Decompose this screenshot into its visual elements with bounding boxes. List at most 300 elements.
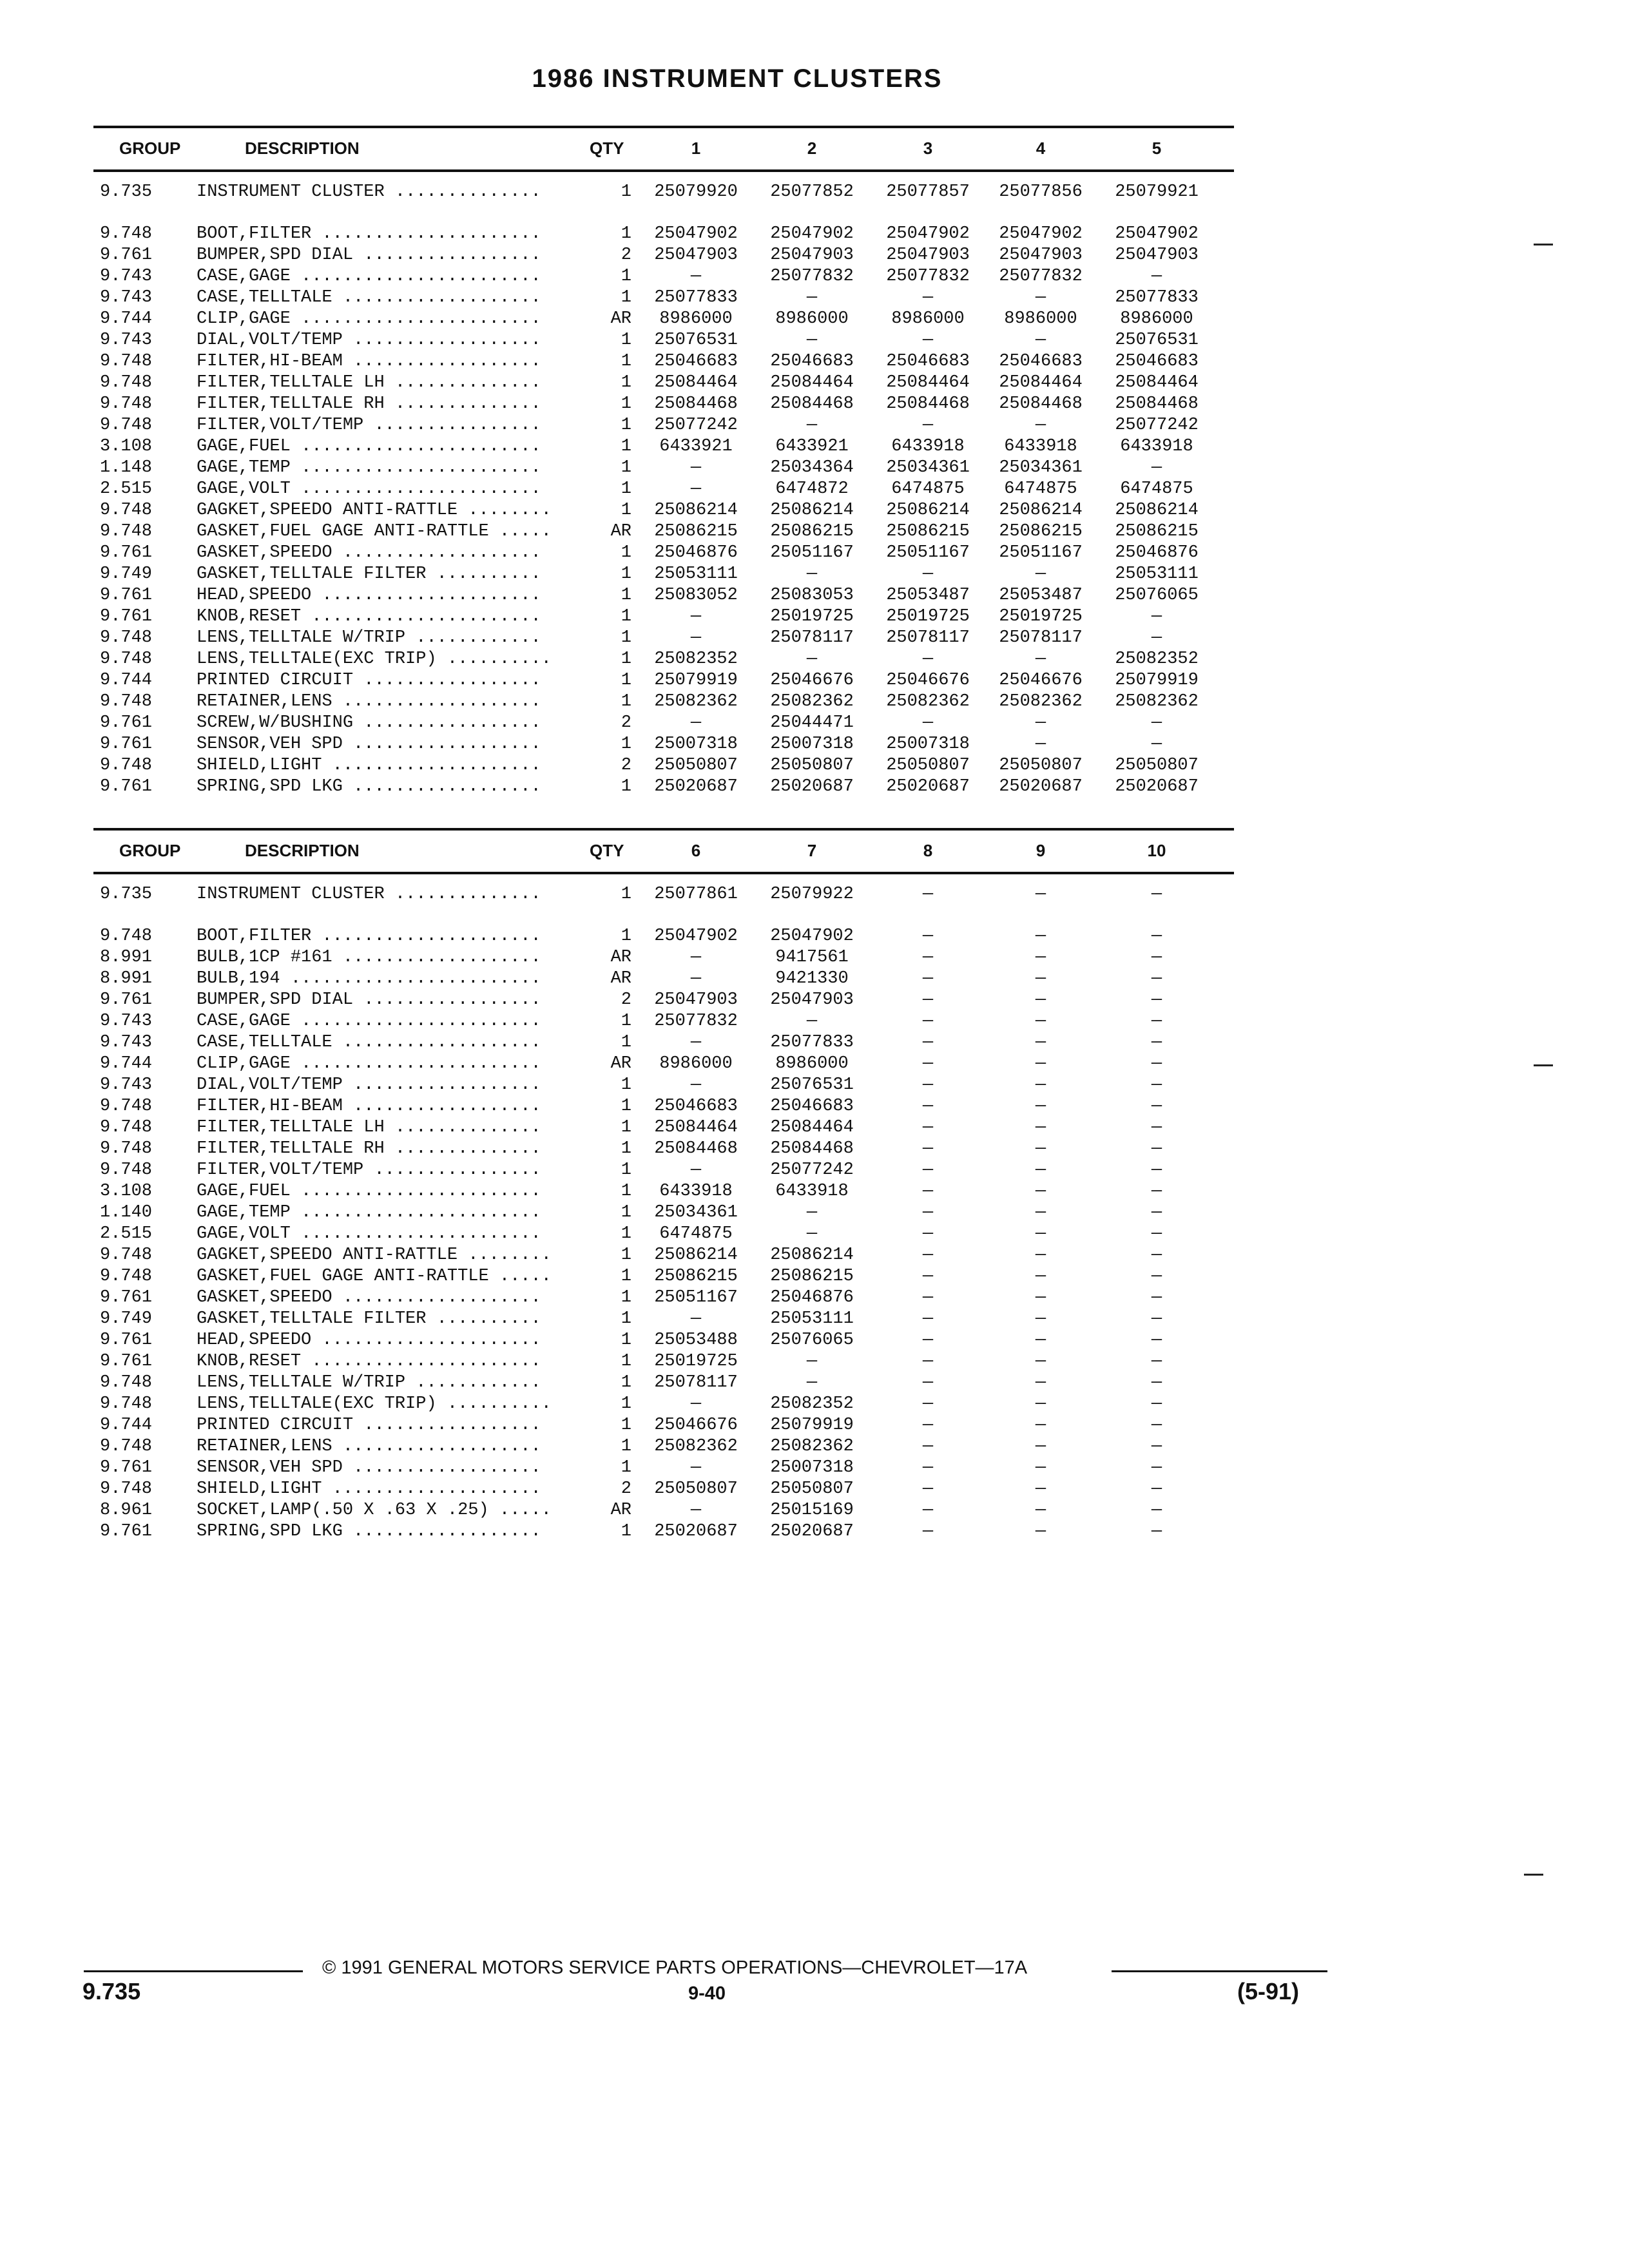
- part-number-col-8: —: [922, 1182, 934, 1201]
- part-number-col-5: —: [1151, 607, 1162, 626]
- part-number-col-9: —: [1035, 1203, 1046, 1222]
- group-code: 2.515: [100, 1224, 153, 1244]
- table-row: [93, 969, 1234, 990]
- group-code: 9.748: [100, 1267, 153, 1286]
- table-row: [93, 649, 1234, 671]
- part-number-col-3: 25078117: [886, 628, 970, 648]
- part-number-col-6: 8986000: [659, 1054, 733, 1073]
- part-number-col-10: —: [1151, 1203, 1162, 1222]
- part-number-col-4: 25086214: [999, 501, 1083, 520]
- part-number-col-1: 25079919: [654, 671, 738, 690]
- part-number-col-7: 25077242: [770, 1160, 854, 1180]
- part-number-col-2: 25050807: [770, 756, 854, 775]
- table-row: [93, 948, 1234, 969]
- part-number-col-3: 25086215: [886, 522, 970, 541]
- part-number-col-3: 25086214: [886, 501, 970, 520]
- part-number-col-9: —: [1035, 1437, 1046, 1456]
- part-number-col-2: —: [806, 416, 818, 435]
- table-row: [93, 437, 1234, 458]
- part-number-col-10: —: [1151, 1437, 1162, 1456]
- part-number-col-4: —: [1035, 649, 1046, 669]
- table-row: [93, 756, 1234, 777]
- group-code: 9.744: [100, 1416, 153, 1435]
- part-number-col-2: 25020687: [770, 777, 854, 796]
- part-description: FILTER,TELLTALE LH ..............: [197, 1118, 541, 1137]
- group-code: 9.748: [100, 1394, 153, 1414]
- part-number-col-10: —: [1151, 1479, 1162, 1499]
- part-number-col-3: —: [922, 288, 934, 307]
- part-qty: 1: [621, 1352, 631, 1371]
- part-number-col-1: 6433921: [659, 437, 733, 456]
- part-number-col-7: 25079919: [770, 1416, 854, 1435]
- table-row: [93, 522, 1234, 543]
- table-row: [93, 1139, 1234, 1160]
- part-description: RETAINER,LENS ...................: [197, 692, 541, 711]
- part-number-col-8: —: [922, 1458, 934, 1477]
- table-row: [93, 416, 1234, 437]
- group-code: 9.749: [100, 1309, 153, 1329]
- group-code: 9.743: [100, 267, 153, 286]
- part-number-col-9: —: [1035, 1416, 1046, 1435]
- part-number-col-9: —: [1035, 1352, 1046, 1371]
- part-number-col-5: 25084468: [1115, 394, 1199, 414]
- part-number-col-2: 25082362: [770, 692, 854, 711]
- part-description: SCREW,W/BUSHING .................: [197, 713, 541, 733]
- part-number-col-5: 25047902: [1115, 224, 1199, 244]
- part-number-col-6: 25077861: [654, 885, 738, 904]
- group-code: 9.748: [100, 352, 153, 371]
- header-description: DESCRIPTION: [245, 139, 360, 158]
- part-number-col-1: —: [690, 607, 702, 626]
- header-col-8: 8: [923, 841, 933, 860]
- part-number-col-6: 25078117: [654, 1373, 738, 1392]
- part-qty: 1: [621, 1033, 631, 1052]
- part-number-col-7: 25086215: [770, 1267, 854, 1286]
- group-code: 8.961: [100, 1501, 153, 1520]
- part-number-col-7: 25007318: [770, 1458, 854, 1477]
- part-description: BOOT,FILTER .....................: [197, 927, 541, 946]
- group-code: 3.108: [100, 437, 153, 456]
- part-number-col-6: 6433918: [659, 1182, 733, 1201]
- part-number-col-4: 25084464: [999, 373, 1083, 392]
- part-number-col-8: —: [922, 1075, 934, 1095]
- table-row: [93, 671, 1234, 692]
- table-row: [93, 885, 1234, 906]
- part-number-col-5: —: [1151, 735, 1162, 754]
- table-header-rule: [93, 169, 1234, 172]
- part-description: PRINTED CIRCUIT .................: [197, 1416, 541, 1435]
- part-number-col-6: —: [690, 969, 702, 988]
- table-row: [93, 1182, 1234, 1203]
- table-row: [93, 1075, 1234, 1097]
- part-number-col-8: —: [922, 1437, 934, 1456]
- part-number-col-1: 25047903: [654, 245, 738, 265]
- part-number-col-1: 25047902: [654, 224, 738, 244]
- part-number-col-1: 25082352: [654, 649, 738, 669]
- footer-copyright: © 1991 GENERAL MOTORS SERVICE PARTS OPERATIONS—CHEVROLET—17A: [322, 1957, 1028, 1978]
- part-number-col-9: —: [1035, 1309, 1046, 1329]
- part-number-col-1: 25084468: [654, 394, 738, 414]
- part-number-col-4: 25034361: [999, 458, 1083, 477]
- part-number-col-4: 25047903: [999, 245, 1083, 265]
- group-code: 9.748: [100, 692, 153, 711]
- part-number-col-7: 9417561: [775, 948, 849, 967]
- part-number-col-9: —: [1035, 1501, 1046, 1520]
- part-number-col-9: —: [1035, 948, 1046, 967]
- part-description: GAGE,TEMP .......................: [197, 1203, 541, 1222]
- part-number-col-10: —: [1151, 1097, 1162, 1116]
- part-number-col-8: —: [922, 1288, 934, 1307]
- group-code: 9.761: [100, 1352, 153, 1371]
- part-description: GAGE,VOLT .......................: [197, 479, 541, 499]
- group-code: 9.749: [100, 564, 153, 584]
- part-description: BUMPER,SPD DIAL .................: [197, 245, 541, 265]
- part-number-col-6: 25019725: [654, 1352, 738, 1371]
- part-number-col-7: 25084468: [770, 1139, 854, 1158]
- part-number-col-6: 25077832: [654, 1012, 738, 1031]
- group-code: 9.748: [100, 224, 153, 244]
- part-qty: 1: [621, 479, 631, 499]
- group-code: 9.761: [100, 990, 153, 1010]
- part-number-col-7: 25047902: [770, 927, 854, 946]
- part-description: FILTER,TELLTALE RH ..............: [197, 1139, 541, 1158]
- part-number-col-9: —: [1035, 990, 1046, 1010]
- part-description: GAGE,FUEL .......................: [197, 1182, 541, 1201]
- part-number-col-5: 25046876: [1115, 543, 1199, 562]
- part-qty: 1: [621, 692, 631, 711]
- part-number-col-3: 25084464: [886, 373, 970, 392]
- part-description: FILTER,VOLT/TEMP ................: [197, 1160, 541, 1180]
- part-description: KNOB,RESET ......................: [197, 1352, 541, 1371]
- part-number-col-4: 25046676: [999, 671, 1083, 690]
- part-number-col-1: 25084464: [654, 373, 738, 392]
- part-qty: 2: [621, 245, 631, 265]
- part-number-col-4: 25084468: [999, 394, 1083, 414]
- part-number-col-2: —: [806, 331, 818, 350]
- part-number-col-1: 25086214: [654, 501, 738, 520]
- part-qty: 1: [621, 586, 631, 605]
- part-number-col-1: 25086215: [654, 522, 738, 541]
- part-number-col-4: 25050807: [999, 756, 1083, 775]
- group-code: 9.761: [100, 543, 153, 562]
- group-code: 9.744: [100, 671, 153, 690]
- part-qty: 1: [621, 649, 631, 669]
- part-qty: 1: [621, 458, 631, 477]
- group-code: 9.761: [100, 1458, 153, 1477]
- part-description: GASKET,FUEL GAGE ANTI-RATTLE .....: [197, 1267, 552, 1286]
- group-code: 9.748: [100, 1437, 153, 1456]
- part-description: GASKET,SPEEDO ...................: [197, 1288, 541, 1307]
- group-code: 9.748: [100, 501, 153, 520]
- part-description: GAGKET,SPEEDO ANTI-RATTLE ........: [197, 1245, 552, 1265]
- table-row: [93, 182, 1234, 204]
- table-row: [93, 501, 1234, 522]
- part-description: HEAD,SPEEDO .....................: [197, 1331, 541, 1350]
- part-number-col-6: 25034361: [654, 1203, 738, 1222]
- footer-rule-right: [1112, 1970, 1327, 1972]
- footer-date: (5-91): [1237, 1978, 1300, 2004]
- part-number-col-1: 25020687: [654, 777, 738, 796]
- table-row: [93, 990, 1234, 1012]
- part-qty: 1: [621, 543, 631, 562]
- part-number-col-6: 25046683: [654, 1097, 738, 1116]
- part-number-col-9: —: [1035, 1458, 1046, 1477]
- part-qty: 1: [621, 352, 631, 371]
- part-number-col-5: 25082362: [1115, 692, 1199, 711]
- part-number-col-8: —: [922, 1352, 934, 1371]
- part-number-col-9: —: [1035, 1139, 1046, 1158]
- table-row: [93, 224, 1234, 245]
- part-number-col-7: —: [806, 1012, 818, 1031]
- page-title: 1986 INSTRUMENT CLUSTERS: [532, 64, 943, 93]
- table-row: [93, 1331, 1234, 1352]
- part-qty: 1: [621, 373, 631, 392]
- group-code: 9.748: [100, 1097, 153, 1116]
- part-qty: 2: [621, 756, 631, 775]
- part-number-col-9: —: [1035, 1245, 1046, 1265]
- part-description: SPRING,SPD LKG ..................: [197, 777, 541, 796]
- part-number-col-2: 25086214: [770, 501, 854, 520]
- part-description: GAGE,TEMP .......................: [197, 458, 541, 477]
- part-number-col-10: —: [1151, 1331, 1162, 1350]
- part-number-col-1: 8986000: [659, 309, 733, 329]
- part-description: INSTRUMENT CLUSTER ..............: [197, 885, 541, 904]
- part-number-col-8: —: [922, 1501, 934, 1520]
- part-number-col-8: —: [922, 1373, 934, 1392]
- part-qty: 1: [621, 735, 631, 754]
- part-qty: AR: [610, 1501, 631, 1520]
- part-number-col-2: 25007318: [770, 735, 854, 754]
- part-number-col-8: —: [922, 1097, 934, 1116]
- header-qty: QTY: [590, 841, 624, 860]
- table-header: [93, 139, 1234, 164]
- part-description: FILTER,HI-BEAM ..................: [197, 352, 541, 371]
- part-number-col-6: —: [690, 1075, 702, 1095]
- part-number-col-1: —: [690, 479, 702, 499]
- part-qty: 1: [621, 1245, 631, 1265]
- table-row: [93, 1309, 1234, 1331]
- part-number-col-7: 25046876: [770, 1288, 854, 1307]
- part-number-col-3: 25051167: [886, 543, 970, 562]
- part-number-col-9: —: [1035, 1182, 1046, 1201]
- part-number-col-7: 25046683: [770, 1097, 854, 1116]
- part-number-col-6: 25050807: [654, 1479, 738, 1499]
- part-description: CASE,TELLTALE ...................: [197, 288, 541, 307]
- part-number-col-10: —: [1151, 1160, 1162, 1180]
- part-number-col-7: 25076531: [770, 1075, 854, 1095]
- part-number-col-4: —: [1035, 331, 1046, 350]
- table-row: [93, 628, 1234, 649]
- part-number-col-1: 25007318: [654, 735, 738, 754]
- part-number-col-8: —: [922, 969, 934, 988]
- part-number-col-5: 25077242: [1115, 416, 1199, 435]
- part-number-col-4: —: [1035, 416, 1046, 435]
- table-row: [93, 1118, 1234, 1139]
- part-qty: 1: [621, 1097, 631, 1116]
- part-qty: 1: [621, 1075, 631, 1095]
- part-qty: 1: [621, 437, 631, 456]
- part-number-col-8: —: [922, 1245, 934, 1265]
- part-number-col-8: —: [922, 1416, 934, 1435]
- part-description: GAGKET,SPEEDO ANTI-RATTLE ........: [197, 501, 552, 520]
- header-group: GROUP: [119, 139, 181, 158]
- part-number-col-3: 25020687: [886, 777, 970, 796]
- part-number-col-3: 25046676: [886, 671, 970, 690]
- part-number-col-2: 8986000: [775, 309, 849, 329]
- part-number-col-1: 25046683: [654, 352, 738, 371]
- part-number-col-2: 25019725: [770, 607, 854, 626]
- part-number-col-1: —: [690, 628, 702, 648]
- part-description: RETAINER,LENS ...................: [197, 1437, 541, 1456]
- part-description: SPRING,SPD LKG ..................: [197, 1522, 541, 1541]
- part-number-col-2: 25051167: [770, 543, 854, 562]
- part-number-col-1: 25082362: [654, 692, 738, 711]
- part-number-col-10: —: [1151, 1416, 1162, 1435]
- part-number-col-5: 25076065: [1115, 586, 1199, 605]
- part-number-col-8: —: [922, 1160, 934, 1180]
- table-row: [93, 1097, 1234, 1118]
- table-row: [93, 394, 1234, 416]
- part-number-col-10: —: [1151, 1501, 1162, 1520]
- table-row: [93, 331, 1234, 352]
- part-qty: 2: [621, 713, 631, 733]
- part-number-col-4: —: [1035, 735, 1046, 754]
- part-description: BUMPER,SPD DIAL .................: [197, 990, 541, 1010]
- margin-mark: [1524, 1874, 1543, 1876]
- part-number-col-7: —: [806, 1224, 818, 1244]
- group-code: 9.744: [100, 1054, 153, 1073]
- table-row: [93, 1054, 1234, 1075]
- group-code: 9.748: [100, 927, 153, 946]
- part-number-col-2: 6474872: [775, 479, 849, 499]
- part-qty: 1: [621, 1139, 631, 1158]
- part-number-col-9: —: [1035, 1118, 1046, 1137]
- part-number-col-6: 25084464: [654, 1118, 738, 1137]
- table-row: [93, 1033, 1234, 1054]
- group-code: 9.748: [100, 1118, 153, 1137]
- part-number-col-3: 25046683: [886, 352, 970, 371]
- part-number-col-2: 25077852: [770, 182, 854, 202]
- part-description: FILTER,VOLT/TEMP ................: [197, 416, 541, 435]
- part-number-col-9: —: [1035, 1479, 1046, 1499]
- part-qty: 2: [621, 1479, 631, 1499]
- table-row: [93, 267, 1234, 288]
- header-col-7: 7: [807, 841, 817, 860]
- group-code: 9.735: [100, 885, 153, 904]
- part-number-col-5: 25020687: [1115, 777, 1199, 796]
- part-description: SENSOR,VEH SPD ..................: [197, 735, 541, 754]
- part-number-col-7: 25020687: [770, 1522, 854, 1541]
- group-code: 8.991: [100, 948, 153, 967]
- part-number-col-8: —: [922, 1394, 934, 1414]
- part-qty: 1: [621, 777, 631, 796]
- part-number-col-1: 25077242: [654, 416, 738, 435]
- part-number-col-4: 6433918: [1004, 437, 1077, 456]
- footer-page: 9-40: [688, 1983, 726, 2004]
- part-number-col-10: —: [1151, 1118, 1162, 1137]
- part-number-col-10: —: [1151, 1224, 1162, 1244]
- part-number-col-4: —: [1035, 713, 1046, 733]
- table-row: [93, 309, 1234, 331]
- part-number-col-10: —: [1151, 1309, 1162, 1329]
- group-code: 9.743: [100, 331, 153, 350]
- part-number-col-3: —: [922, 331, 934, 350]
- part-number-col-1: 25053111: [654, 564, 738, 584]
- table-row: [93, 1160, 1234, 1182]
- part-qty: 1: [621, 1331, 631, 1350]
- group-code: 9.748: [100, 522, 153, 541]
- part-number-col-3: —: [922, 713, 934, 733]
- part-number-col-7: —: [806, 1373, 818, 1392]
- part-number-col-7: 25084464: [770, 1118, 854, 1137]
- part-number-col-9: —: [1035, 1075, 1046, 1095]
- group-code: 9.748: [100, 1479, 153, 1499]
- part-number-col-7: 25077833: [770, 1033, 854, 1052]
- part-qty: 1: [621, 267, 631, 286]
- part-number-col-10: —: [1151, 1054, 1162, 1073]
- part-qty: 1: [621, 1416, 631, 1435]
- part-number-col-6: 25051167: [654, 1288, 738, 1307]
- part-number-col-9: —: [1035, 1012, 1046, 1031]
- part-number-col-9: —: [1035, 1373, 1046, 1392]
- table-row: [93, 777, 1234, 798]
- part-number-col-3: 8986000: [891, 309, 965, 329]
- part-number-col-6: —: [690, 1033, 702, 1052]
- part-number-col-8: —: [922, 1203, 934, 1222]
- part-description: CASE,GAGE .......................: [197, 1012, 541, 1031]
- part-number-col-5: 6474875: [1120, 479, 1193, 499]
- table-row: [93, 1203, 1234, 1224]
- part-description: INSTRUMENT CLUSTER ..............: [197, 182, 541, 202]
- part-qty: AR: [610, 948, 631, 967]
- part-number-col-6: 25046676: [654, 1416, 738, 1435]
- part-number-col-3: 25019725: [886, 607, 970, 626]
- part-number-col-7: —: [806, 1352, 818, 1371]
- part-number-col-4: 25053487: [999, 586, 1083, 605]
- part-number-col-5: 25046683: [1115, 352, 1199, 371]
- part-number-col-4: 25051167: [999, 543, 1083, 562]
- part-qty: 1: [621, 1182, 631, 1201]
- part-number-col-2: 25077832: [770, 267, 854, 286]
- part-number-col-7: 25082352: [770, 1394, 854, 1414]
- margin-mark: [1534, 244, 1553, 245]
- part-qty: 1: [621, 394, 631, 414]
- part-number-col-9: —: [1035, 1160, 1046, 1180]
- part-number-col-2: 25044471: [770, 713, 854, 733]
- part-number-col-4: 25047902: [999, 224, 1083, 244]
- part-number-col-8: —: [922, 990, 934, 1010]
- part-number-col-3: 25050807: [886, 756, 970, 775]
- table-row: [93, 927, 1234, 948]
- group-code: 9.744: [100, 309, 153, 329]
- part-number-col-1: 25050807: [654, 756, 738, 775]
- table-row: [93, 479, 1234, 501]
- part-number-col-6: 25086215: [654, 1267, 738, 1286]
- part-number-col-7: 6433918: [775, 1182, 849, 1201]
- part-description: LENS,TELLTALE W/TRIP ............: [197, 628, 541, 648]
- group-code: 9.735: [100, 182, 153, 202]
- part-qty: 1: [621, 1309, 631, 1329]
- part-qty: 1: [621, 607, 631, 626]
- part-number-col-8: —: [922, 1224, 934, 1244]
- part-number-col-4: 25046683: [999, 352, 1083, 371]
- group-code: 9.748: [100, 649, 153, 669]
- part-description: GAGE,FUEL .......................: [197, 437, 541, 456]
- part-qty: 1: [621, 1288, 631, 1307]
- part-number-col-1: —: [690, 458, 702, 477]
- part-number-col-4: 25078117: [999, 628, 1083, 648]
- part-number-col-2: —: [806, 649, 818, 669]
